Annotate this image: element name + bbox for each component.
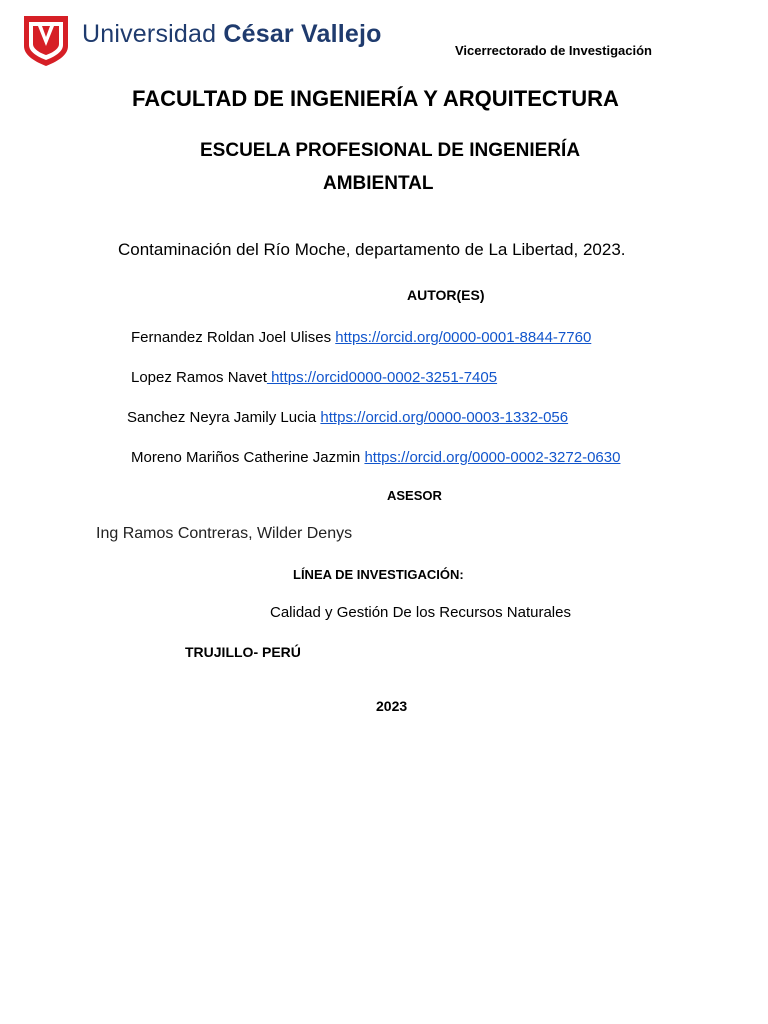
author-row xyxy=(127,409,568,426)
vicerrectorado-label: Vicerrectorado de Investigación xyxy=(455,43,652,58)
school-heading-line2: AMBIENTAL xyxy=(323,173,434,194)
orcid-link[interactable]: https://orcid0000-0002-3251-7405 xyxy=(266,369,498,386)
thesis-title: Contaminación del Río Moche, departamento de La Libertad, 2023. xyxy=(118,240,626,259)
author-name: Fernandez Roldan Joel Ulises xyxy=(131,329,336,346)
author-row xyxy=(131,329,591,346)
author-row xyxy=(131,449,620,466)
faculty-heading: FACULTAD DE INGENIERÍA Y ARQUITECTURA xyxy=(132,86,619,111)
orcid-link[interactable]: https://orcid.org/0000-0001-8844-7760 xyxy=(335,329,592,346)
author-name: Moreno Mariños Catherine Jazmin xyxy=(131,449,365,466)
author-name: Sanchez Neyra Jamily Lucia xyxy=(127,409,321,426)
research-line-label: LÍNEA DE INVESTIGACIÓN: xyxy=(293,567,464,582)
university-name-bold: César Vallejo xyxy=(223,20,382,48)
author-row xyxy=(131,369,497,386)
ucv-shield-logo-icon xyxy=(24,16,68,66)
authors-label: AUTOR(ES) xyxy=(407,287,485,303)
place-label: TRUJILLO- PERÚ xyxy=(185,644,301,660)
advisor-label: ASESOR xyxy=(387,488,442,503)
year-label: 2023 xyxy=(376,698,408,714)
orcid-link[interactable]: https://orcid.org/0000-0003-1332-056 xyxy=(320,409,569,426)
advisor-name: Ing Ramos Contreras, Wilder Denys xyxy=(96,525,353,542)
university-name-light: Universidad xyxy=(82,20,224,48)
author-name: Lopez Ramos Navet xyxy=(131,369,267,386)
university-name xyxy=(82,17,382,51)
research-line-value: Calidad y Gestión De los Recursos Naturales xyxy=(270,604,571,621)
orcid-link[interactable]: https://orcid.org/0000-0002-3272-0630 xyxy=(364,449,621,466)
school-heading-line1: ESCUELA PROFESIONAL DE INGENIERÍA xyxy=(200,140,581,161)
